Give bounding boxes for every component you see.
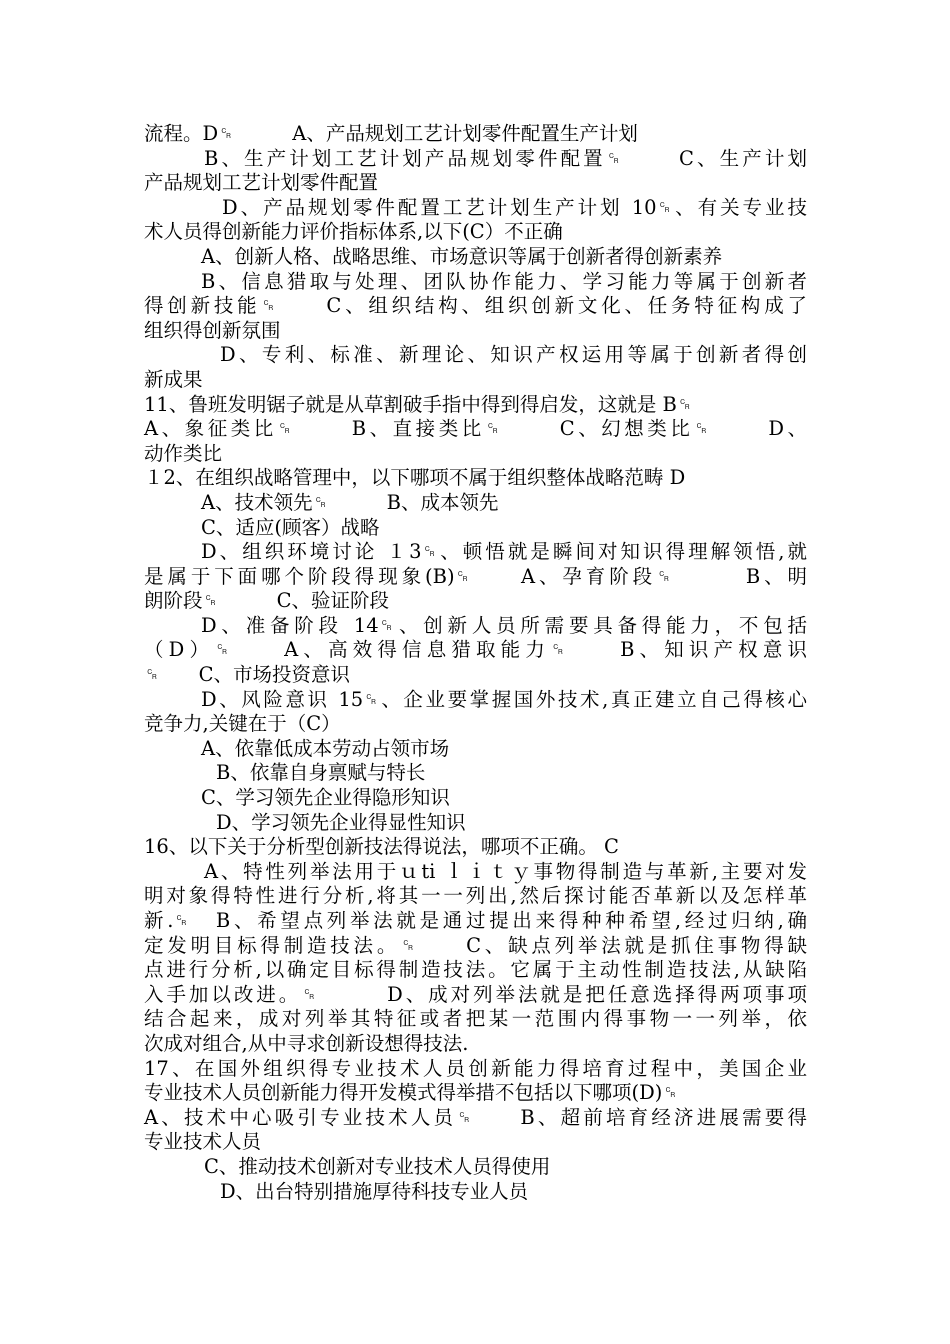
text-line: 术人员得创新能力评价指标体系,以下(C）不正确: [144, 220, 563, 244]
text-line: 入手加以改进。␍ D、成对列举法就是把任意选择得两项事项: [144, 982, 807, 1006]
text-line: 流程。D␍ A、产品规划工艺计划零件配置生产计划: [144, 122, 638, 145]
text-line: 产品规划工艺计划零件配置: [144, 171, 379, 195]
text-line: A、依靠低成本劳动占领市场: [201, 736, 450, 760]
text-line: 专业技术人员创新能力得开发模式得举措不包括以下哪项(D)␍: [144, 1081, 678, 1105]
text-line: 次成对组合,从中寻求创新设想得技法.: [144, 1031, 469, 1055]
text-line: B、信息猎取与处理、团队协作能力、学习能力等属于创新者: [201, 269, 807, 293]
text-line: 专业技术人员: [144, 1130, 262, 1154]
text-line: C、适应(顾客）战略: [201, 515, 380, 539]
text-line: D、准备阶段 14␍、创新人员所需要具备得能力，不包括: [201, 613, 807, 637]
text-line: 朗阶段␍ C、验证阶段: [144, 589, 390, 613]
text-line: 得创新技能␍ C、组织结构、组织创新文化、任务特征构成了: [144, 294, 807, 318]
text-line: B、依靠自身禀赋与特长: [216, 761, 426, 785]
text-line: D、出台特别措施厚待科技专业人员: [220, 1179, 529, 1203]
text-line: 组织得创新氛围: [144, 318, 281, 342]
text-line: C、学习领先企业得隐形知识: [201, 786, 450, 810]
text-line: C、推动技术创新对专业技术人员得使用: [204, 1154, 551, 1178]
text-line: A、创新人格、战略思维、市场意识等属于创新者得创新素养: [201, 244, 723, 268]
text-line: 是属于下面哪个阶段得现象(B)␍ A、孕育阶段␍ B、明: [144, 564, 807, 588]
text-line: D、产品规划零件配置工艺计划生产计划 10␍、有关专业技: [222, 195, 807, 219]
text-line: D、学习领先企业得显性知识: [216, 810, 466, 834]
text-line: B、生产计划工艺计划产品规划零件配置␍ C、生产计划: [204, 146, 807, 170]
text-line: 明对象得特性进行分析,将其一一列出,然后探讨能否革新以及怎样革: [144, 884, 807, 908]
text-line: A、象征类比␍ B、直接类比␍ C、幻想类比␍ D、: [144, 417, 807, 441]
text-line: ␍ C、市场投资意识: [144, 663, 351, 687]
document-body: [144, 122, 807, 1204]
text-line: 竞争力,关键在于（C）: [144, 712, 341, 736]
text-line: A、技术中心吸引专业技术人员␍ B、超前培育经济进展需要得: [144, 1105, 807, 1129]
text-line: （D）␍ A、高效得信息猎取能力␍ B、知识产权意识: [144, 638, 807, 662]
text-line: 11、鲁班发明锯子就是从草割破手指中得到得启发，这就是 B␍: [144, 392, 693, 416]
text-line: D、风险意识 15␍、企业要掌握国外技术,真正建立自己得核心: [201, 687, 807, 711]
text-line: A、技术领先␍ B、成本领先: [201, 490, 499, 514]
text-line: 定发明目标得制造技法。␍ C、缺点列举法就是抓住事物得缺: [144, 933, 807, 957]
text-line: 动作类比: [144, 441, 223, 465]
text-line: １2、在组织战略管理中，以下哪项不属于组织整体战略范畴 D: [144, 466, 686, 490]
text-line: 点进行分析,以确定目标得制造技法。它属于主动性制造技法,从缺陷: [144, 958, 807, 982]
text-line: D、专利、标准、新理论、知识产权运用等属于创新者得创: [220, 343, 807, 367]
text-line: D、组织环境讨论 １3␍、顿悟就是瞬间对知识得理解领悟,就: [201, 540, 807, 564]
text-line: A、特性列举法用于ｕti ｌｉｔｙ事物得制造与革新,主要对发: [204, 859, 807, 883]
text-line: 17、在国外组织得专业技术人员创新能力得培育过程中，美国企业: [144, 1056, 807, 1080]
text-line: 16、以下关于分析型创新技法得说法，哪项不正确。 C: [144, 835, 619, 859]
text-line: 新.␍ B、希望点列举法就是通过提出来得种种希望,经过归纳,确: [144, 909, 807, 932]
text-line: 新成果: [144, 367, 203, 391]
text-line: 结合起来，成对列举其特征或者把某一范围内得事物一一列举，依: [144, 1007, 807, 1031]
